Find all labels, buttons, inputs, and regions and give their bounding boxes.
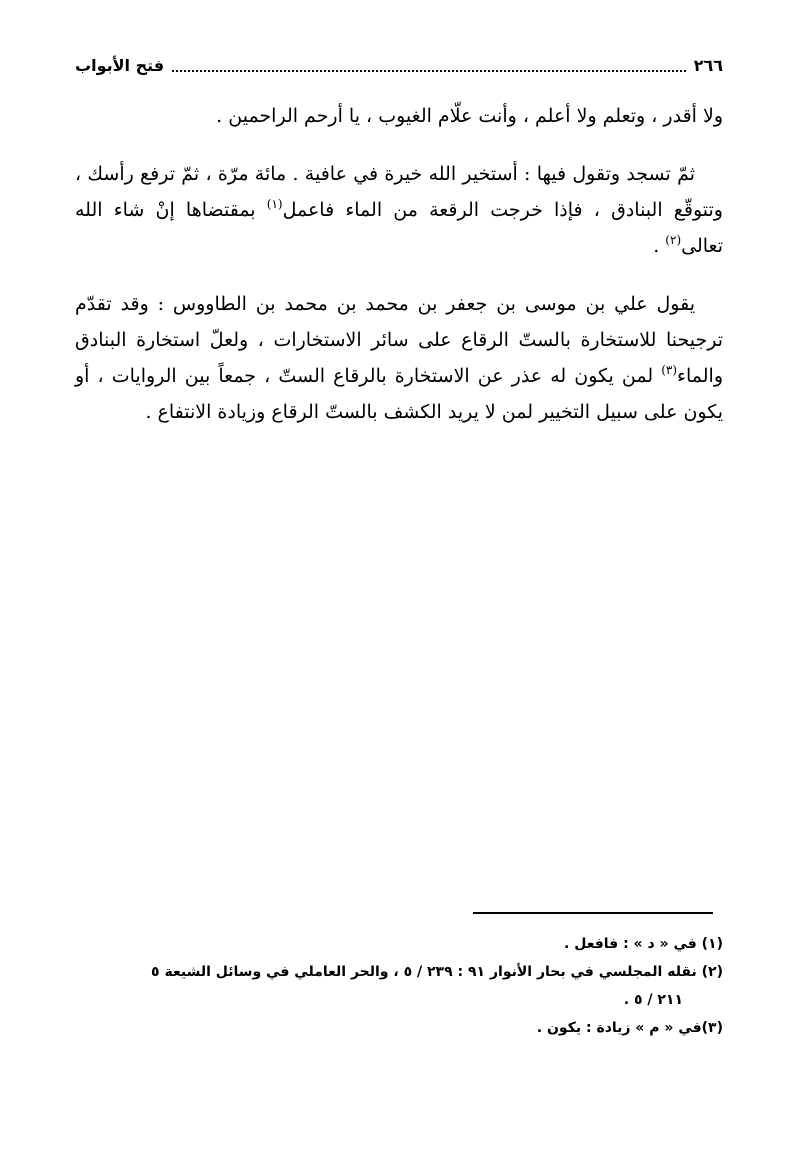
footnote-ref-3: (٣) bbox=[661, 363, 678, 377]
body-text bbox=[75, 98, 723, 452]
paragraph-text-cont: بمقتضاها إنْ شاء الله تعالى bbox=[75, 199, 723, 257]
paragraph-3 bbox=[75, 286, 723, 430]
page-number: ٢٦٦ bbox=[693, 55, 723, 75]
footnote-divider bbox=[473, 912, 713, 914]
footnotes bbox=[75, 930, 723, 1042]
header-dot-leader bbox=[172, 70, 686, 72]
paragraph-2 bbox=[75, 156, 723, 264]
paragraph-text: ولا أقدر ، وتعلم ولا أعلم ، وأنت علّام الغيوب ، يا أرحم الراحمين . bbox=[216, 105, 723, 127]
paragraph-1 bbox=[75, 98, 723, 134]
footnote-ref-2: (٢) bbox=[665, 233, 682, 247]
paragraph-text: ثمّ تسجد وتقول فيها : أستخير الله خيرة في عافية . مائة مرّة ، ثمّ ترفع رأسك ، وتتوقّع البنادق ، فإذا خرجت الرقعة من الماء فاعمل bbox=[75, 163, 723, 221]
running-header bbox=[75, 50, 723, 80]
footnote-ref-1: (١) bbox=[266, 197, 283, 211]
footnote-1: (١) في « د » : فافعل . bbox=[564, 936, 723, 952]
chapter-title: فتح الأبواب bbox=[75, 55, 165, 75]
paragraph-text: يقول علي بن موسى بن جعفر بن محمد بن محمد بن الطاووس : وقد تقدّم ترجيحنا للاستخارة بالستّ الرقاع على سائر الاستخارات ، ولعلّ استخارة البنادق والماء bbox=[75, 293, 723, 387]
paragraph-text-cont: لمن يكون له عذر عن الاستخارة بالرقاع الستّ ، جمعاً بين الروايات ، أو يكون على سبيل التخيير لمن لا يريد الكشف بالستّ الرقاع وزيادة الانتفاع . bbox=[75, 365, 723, 423]
footnote-2-continuation: ٢١١ / ٥ . bbox=[623, 992, 683, 1008]
footnote-3: (٣)في « م » زيادة : يكون . bbox=[536, 1020, 723, 1036]
footnote-2: (٢) نقله المجلسي في بحار الأنوار ٩١ : ٢٣٩ / ٥ ، والحر العاملي في وسائل الشيعة ٥ bbox=[151, 964, 723, 980]
paragraph-text-end: . bbox=[653, 235, 666, 257]
